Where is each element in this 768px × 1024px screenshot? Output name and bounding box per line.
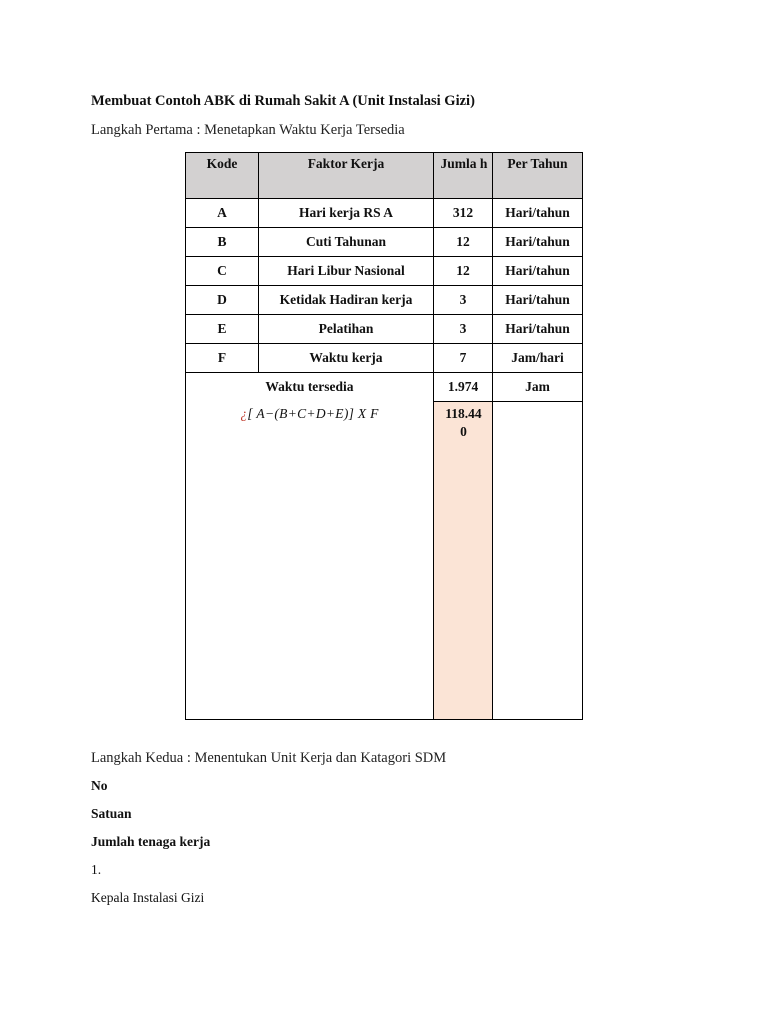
cell-kode: A xyxy=(186,199,259,228)
cell-jumlah: 12 xyxy=(434,257,493,286)
work-factor-table xyxy=(185,152,583,720)
cell-per: Hari/tahun xyxy=(493,228,583,257)
cell-kode: C xyxy=(186,257,259,286)
total-row xyxy=(186,373,583,402)
cell-faktor: Cuti Tahunan xyxy=(259,228,434,257)
cell-faktor: Ketidak Hadiran kerja xyxy=(259,286,434,315)
label-jumlah-tenaga-kerja: Jumlah tenaga kerja xyxy=(91,834,211,849)
cell-per: Hari/tahun xyxy=(493,199,583,228)
document-title: Membuat Contoh ABK di Rumah Sakit A (Unit Instalasi Gizi) xyxy=(91,93,475,109)
cell-per: Hari/tahun xyxy=(493,286,583,315)
table-row xyxy=(186,315,583,344)
cell-per: Hari/tahun xyxy=(493,315,583,344)
cell-jumlah: 7 xyxy=(434,344,493,373)
header-jumlah: Jumla h xyxy=(434,153,493,199)
formula-row xyxy=(186,402,583,720)
cell-faktor: Pelatihan xyxy=(259,315,434,344)
cell-jumlah: 12 xyxy=(434,228,493,257)
header-faktor-kerja: Faktor Kerja xyxy=(259,153,434,199)
cell-per: Jam/hari xyxy=(493,344,583,373)
cell-faktor: Waktu kerja xyxy=(259,344,434,373)
cell-kode: B xyxy=(186,228,259,257)
header-per-tahun: Per Tahun xyxy=(493,153,583,199)
cell-per: Hari/tahun xyxy=(493,257,583,286)
table-header-row xyxy=(186,153,583,199)
formula-cell xyxy=(186,402,434,720)
formula-expression xyxy=(240,406,378,421)
header-kode: Kode xyxy=(186,153,259,199)
table-row xyxy=(186,257,583,286)
formula-empty-cell xyxy=(493,402,583,720)
label-no: No xyxy=(91,778,108,793)
list-item-name: Kepala Instalasi Gizi xyxy=(91,890,205,905)
cell-jumlah: 3 xyxy=(434,315,493,344)
total-per: Jam xyxy=(493,373,583,402)
formula-lead-glyph: ¿ xyxy=(240,405,248,421)
table-row xyxy=(186,286,583,315)
cell-kode: D xyxy=(186,286,259,315)
total-jumlah: 1.974 xyxy=(434,373,493,402)
cell-kode: F xyxy=(186,344,259,373)
cell-faktor: Hari Libur Nasional xyxy=(259,257,434,286)
step-two-heading: Langkah Kedua : Menentukan Unit Kerja dan Katagori SDM xyxy=(91,750,447,766)
cell-faktor: Hari kerja RS A xyxy=(259,199,434,228)
table-row xyxy=(186,344,583,373)
table-row xyxy=(186,228,583,257)
label-satuan: Satuan xyxy=(91,806,132,821)
cell-jumlah: 3 xyxy=(434,286,493,315)
formula-result: 118.44 0 xyxy=(434,402,493,720)
cell-jumlah: 312 xyxy=(434,199,493,228)
total-label: Waktu tersedia xyxy=(186,373,434,402)
list-item-number: 1. xyxy=(91,862,102,877)
step-one-heading: Langkah Pertama : Menetapkan Waktu Kerja Tersedia xyxy=(91,122,405,138)
table-row xyxy=(186,199,583,228)
formula-body: [ A−(B+C+D+E)] X F xyxy=(247,405,379,421)
cell-kode: E xyxy=(186,315,259,344)
